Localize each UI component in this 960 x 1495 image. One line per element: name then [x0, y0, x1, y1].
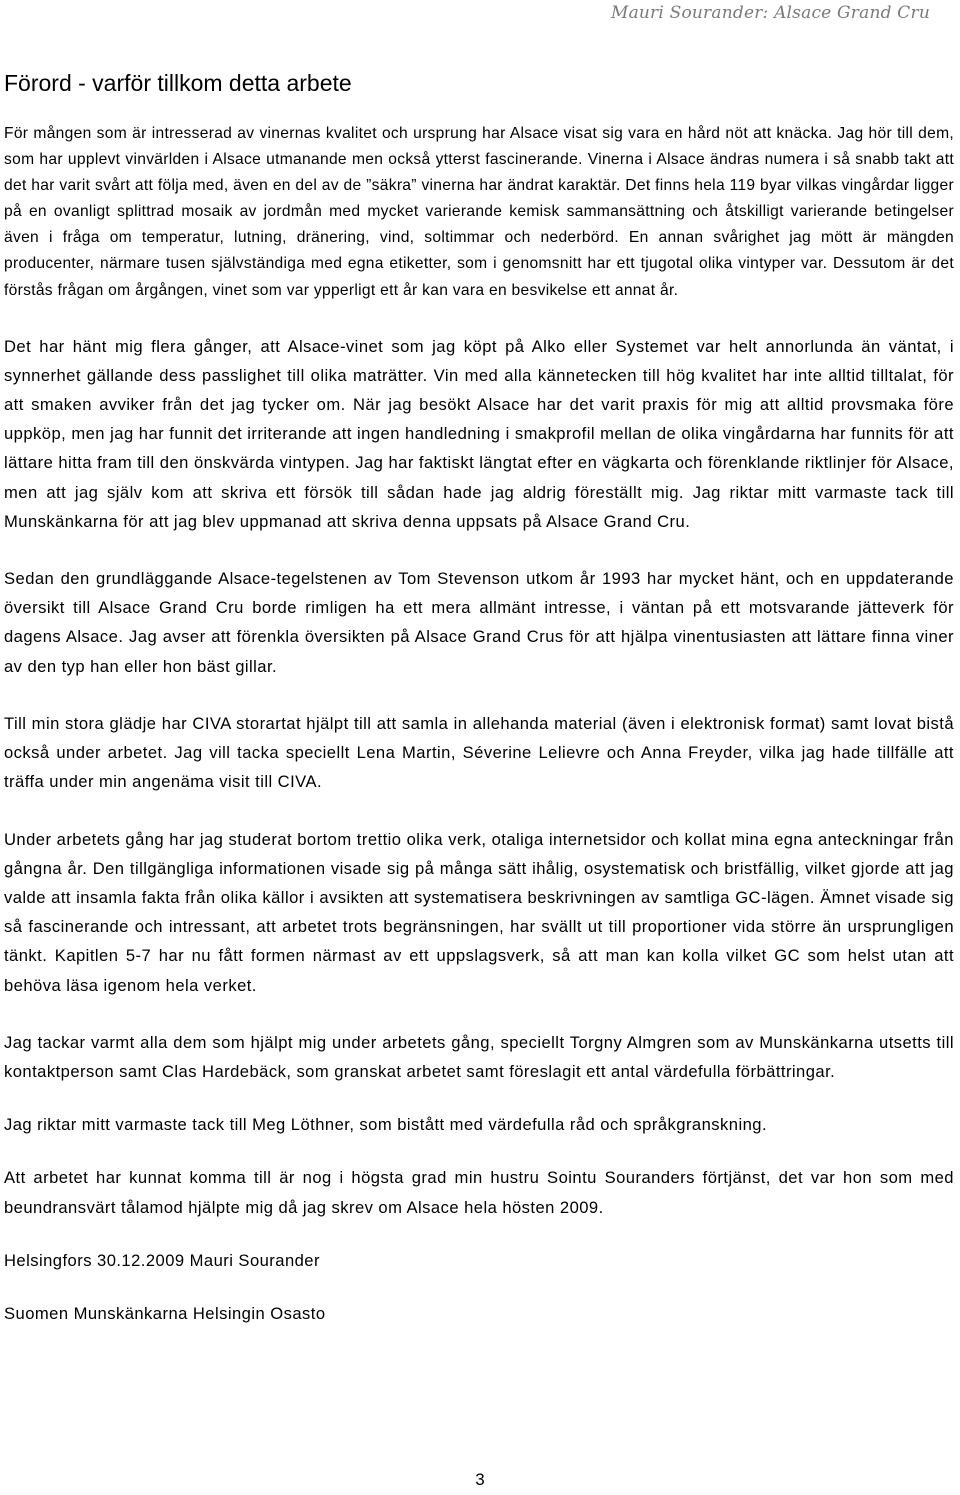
paragraph-8: Att arbetet har kunnat komma till är nog i högsta grad min hustru Sointu Souranders förtjänst, det var hon som med beundransvärt tålamod hjälpte mig då jag skrev om Alsace hela hösten 2009. [4, 1168, 954, 1217]
paragraph-1: För mången som är intresserad av vinernas kvalitet och ursprung har Alsace visat sig vara en hård nöt att knäcka. Jag hör till dem, som har upplevt vinvärlden i Alsace utmanande men också ytterst fascinerande. Vinerna i Alsace ändras numera i så snabb takt att det har varit svårt att följa med, även en del av de ”säkra” vinerna har ändrat karaktär. Det finns hela 119 byar vilkas vingårdar ligger på en ovanligt splittrad mosaik av jordmån med mycket varierande kemisk sammansättning och åtskilligt varierande betingelser även i fråga om temperatur, lutning, dränering, vind, soltimmar och nederbörd. En annan svårighet jag mött är mängden producenter, närmare tusen självständiga med egna etiketter, som i genomsnitt har ett tjugotal olika vintyper var. Dessutom är det förstås frågan om årgången, vinet som var ypperligt ett år kan vara en besvikelse ett annat år. [4, 125, 954, 299]
page-heading: Förord - varför tillkom detta arbete [4, 70, 352, 96]
page-number: 3 [475, 1470, 485, 1489]
document-body [4, 121, 954, 1328]
paragraph-2: Det har hänt mig flera gånger, att Alsace-vinet som jag köpt på Alko eller Systemet var helt annorlunda än väntat, i synnerhet gällande dess passlighet till olika maträtter. Vin med alla kännetecken till hög kvalitet har inte alltid tilltalat, för att smaken avviker från det jag tycker om. När jag besökt Alsace har det varit praxis för mig att alltid provsmaka före uppköp, men jag har funnit det irriterande att ingen handledning i smakprofil mellan de olika vingårdarna har funnits för att lättare hitta fram till den önskvärda vintypen. Jag har faktiskt längtat efter en vägkarta och förenklande riktlinjer för Alsace, men att jag själv kom att skriva ett försök till sådan hade jag aldrig föreställt mig. Jag riktar mitt varmaste tack till Munskänkarna för att jag blev uppmanad att skriva denna uppsats på Alsace Grand Cru. [4, 336, 954, 531]
paragraph-3: Sedan den grundläggande Alsace-tegelstenen av Tom Stevenson utkom år 1993 har mycket hänt, och en uppdaterande översikt till Alsace Grand Cru borde rimligen ha ett mera allmänt intresse, i väntan på ett motsvarande jätteverk för dagens Alsace. Jag avser att förenkla översikten på Alsace Grand Crus för att hjälpa vinentusiasten att lättare finna viner av den typ han eller hon bäst gillar. [4, 569, 954, 676]
organization-line: Suomen Munskänkarna Helsingin Osasto [4, 1303, 326, 1323]
paragraph-7: Jag riktar mitt varmaste tack till Meg Löthner, som bistått med värdefulla råd och språkgranskning. [4, 1115, 767, 1135]
paragraph-4: Till min stora glädje har CIVA storartat hjälpt till att samla in allehanda material (även i elektronisk format) samt lovat bistå också under arbetet. Jag vill tacka speciellt Lena Martin, Séverine Lelievre och Anna Freyder, vilka jag hade tillfälle att träffa under min angenäma visit till CIVA. [4, 713, 954, 792]
paragraph-6: Jag tackar varmt alla dem som hjälpt mig under arbetets gång, speciellt Torgny Almgren som av Munskänkarna utsetts till kontaktperson samt Clas Hardebäck, som granskat arbetet samt föreslagit ett antal värdefulla förbättringar. [4, 1032, 954, 1081]
signature-line: Helsingfors 30.12.2009 Mauri Sourander [4, 1250, 320, 1270]
running-header: Mauri Sourander: Alsace Grand Cru [610, 3, 930, 23]
paragraph-5: Under arbetets gång har jag studerat bortom trettio olika verk, otaliga internetsidor och kollat mina egna anteckningar från gångna år. Den tillgängliga informationen visade sig på många sätt ihålig, osystematisk och bristfällig, vilket gjorde att jag valde att insamla fakta från olika källor i avsikten att systematisera beskrivningen av samtliga GC-lägen. Ämnet visade sig så fascinerande och intressant, att arbetet trots begränsningen, har svällt ut till proportioner vida större än ursprungligen tänkt. Kapitlen 5-7 har nu fått formen närmast av ett uppslagsverk, så att man kan kolla vilket GC som helst utan att behöva läsa igenom hela verket. [4, 829, 954, 995]
